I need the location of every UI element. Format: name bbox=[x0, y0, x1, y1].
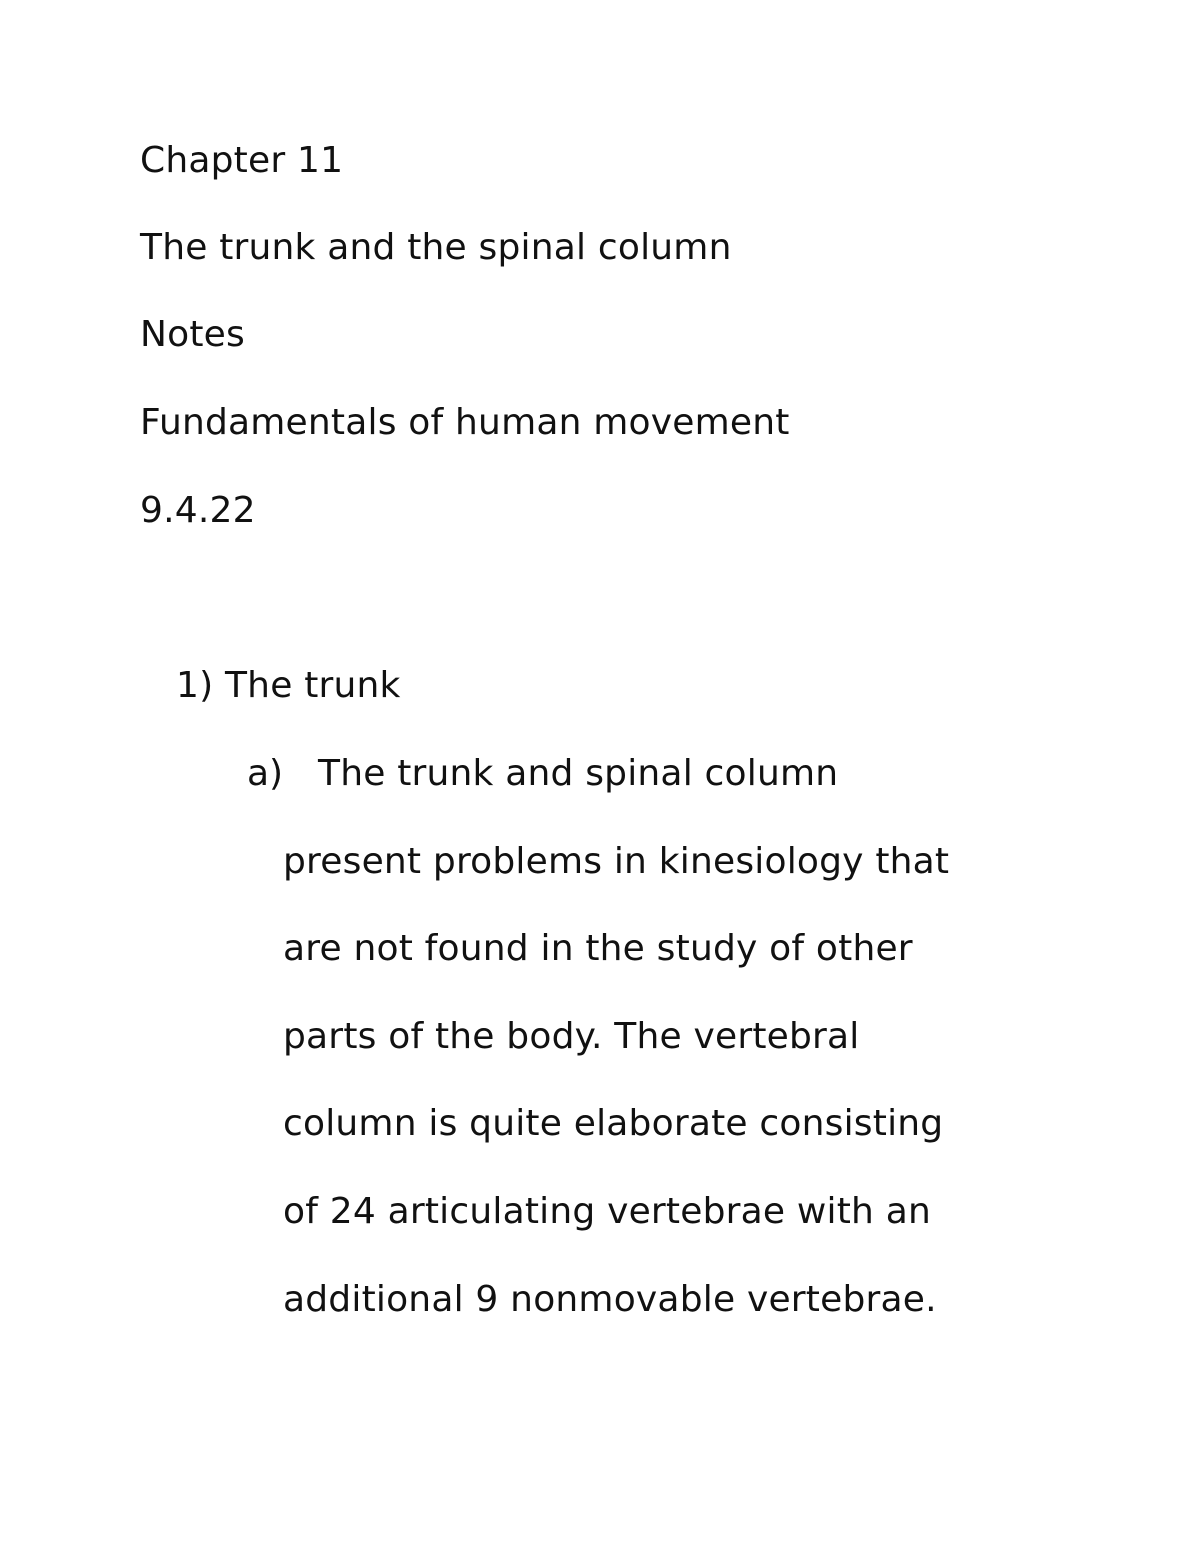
paragraph-line: are not found in the study of other bbox=[283, 928, 913, 969]
paragraph-line: parts of the body. The vertebral bbox=[283, 1016, 860, 1057]
outline-subitem-marker: a) bbox=[247, 753, 284, 794]
chapter-heading: Chapter 11 bbox=[140, 140, 344, 181]
paragraph-line: present problems in kinesiology that bbox=[283, 841, 950, 882]
chapter-title: The trunk and the spinal column bbox=[140, 227, 732, 268]
paragraph-line: column is quite elaborate consisting bbox=[283, 1103, 944, 1144]
document-type: Notes bbox=[140, 314, 245, 355]
paragraph-line: of 24 articulating vertebrae with an bbox=[283, 1191, 931, 1232]
document-date: 9.4.22 bbox=[140, 490, 256, 531]
outline-item-1: 1) The trunk bbox=[176, 665, 401, 706]
course-name: Fundamentals of human movement bbox=[140, 402, 790, 443]
paragraph-line: The trunk and spinal column bbox=[318, 753, 839, 794]
paragraph-line: additional 9 nonmovable vertebrae. bbox=[283, 1279, 937, 1320]
